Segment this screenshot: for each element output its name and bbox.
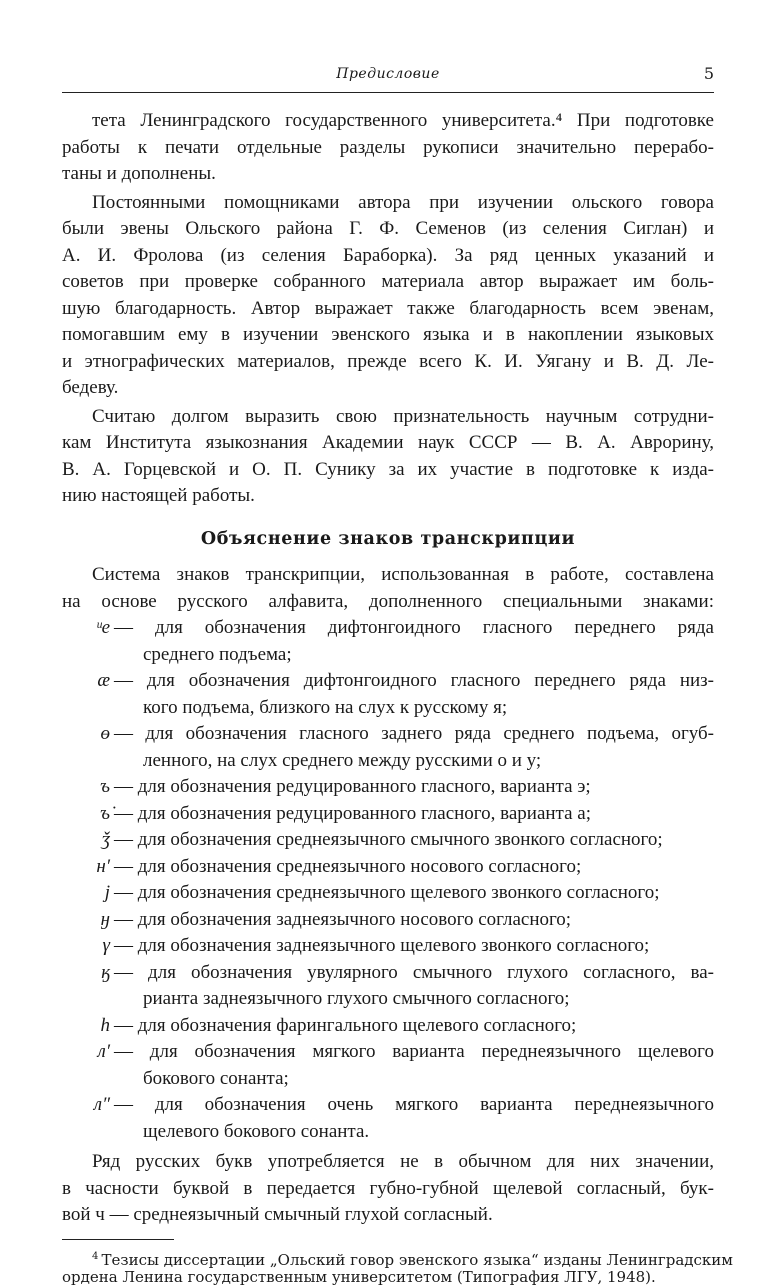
- text-line: Считаю долгом выразить свою признательность научным сотрудни-: [92, 405, 714, 427]
- text-line: — для обозначения среднеязычного смычного звонкого согласного;: [114, 829, 663, 850]
- symbol-entry: [88, 907, 714, 934]
- text-line: рианта заднеязычного глухого смычного согласного;: [143, 988, 570, 1009]
- text-line: — для обозначения очень мягкого варианта переднеязычного: [114, 1094, 714, 1115]
- symbol-entry: [88, 1013, 714, 1040]
- text-line: — для обозначения среднеязычного щелевого звонкого согласного;: [114, 882, 660, 903]
- transcription-symbol: ъ̇: [100, 802, 110, 824]
- running-title: Предисловие: [336, 66, 440, 82]
- symbol-entry: [88, 854, 714, 881]
- text-line: бедеву.: [62, 377, 119, 398]
- transcription-symbol: л′: [97, 1041, 110, 1062]
- text-line: на основе русского алфавита, дополненного специальными знаками:: [62, 590, 714, 612]
- text-line: — для обозначения дифтонгоидного гласного переднего ряда низ-: [114, 670, 714, 691]
- text-line: В. А. Горцевской и О. П. Сунику за их участие в подготовке к изда-: [62, 458, 714, 480]
- text-line: — для обозначения редуцированного гласного, варианта а;: [114, 802, 591, 824]
- footnote-mark: 4: [92, 1250, 102, 1262]
- transcription-symbol: γ: [102, 935, 110, 956]
- text-line: ленного, на слух среднего между русскими о и у;: [143, 749, 542, 771]
- symbol-entry: [88, 668, 714, 721]
- text-line: — для обозначения редуцированного гласного, варианта э;: [114, 776, 591, 797]
- transcription-symbol: н′: [96, 855, 110, 877]
- symbol-list: [62, 615, 714, 1145]
- running-head: [62, 66, 714, 88]
- text-line: — для обозначения среднеязычного носового согласного;: [114, 855, 582, 877]
- text-line: тета Ленинградского государственного университета.⁴ При подготовке: [92, 110, 714, 131]
- footnote-text: ордена Ленина государственным университетом (Типография ЛГУ, 1948).: [62, 1267, 656, 1286]
- symbol-entry: [88, 1039, 714, 1092]
- paragraph: [62, 404, 714, 510]
- transcription-symbol: ǯ: [101, 829, 110, 850]
- transcription-symbol: æ: [97, 670, 110, 691]
- text-line: советов при проверке собранного материала автор выражает им боль-: [62, 271, 714, 292]
- text-line: Постоянными помощниками автора при изучении ольского говора: [92, 191, 714, 213]
- text-line: кам Института языкознания Академии наук СССР — В. А. Аврорину,: [62, 432, 714, 453]
- transcription-symbol: л″: [93, 1094, 110, 1115]
- page-number: 5: [703, 64, 714, 83]
- section-heading: Объяснение знаков транскрипции: [200, 528, 576, 549]
- text-line: были эвены Ольского района Г. Ф. Семенов (из селения Сиглан) и: [62, 218, 714, 239]
- text-line: [62, 1267, 714, 1288]
- text-line: Система знаков транскрипции, использованная в работе, составлена: [92, 564, 714, 585]
- text-line: вой ч — среднеязычный смычный глухой согласный.: [62, 1204, 493, 1225]
- text-line: [62, 1246, 733, 1269]
- symbol-entry: [88, 933, 714, 960]
- text-line: щелевого бокового сонанта.: [143, 1120, 370, 1142]
- symbol-entry: [88, 1092, 714, 1145]
- text-line: среднего подъема;: [143, 643, 292, 665]
- symbol-entry: [88, 960, 714, 1013]
- transcription-symbol: ъ: [100, 776, 110, 797]
- transcription-symbol: ө: [100, 723, 110, 744]
- text-line: — для обозначения заднеязычного щелевого звонкого согласного;: [114, 935, 650, 956]
- text-line: — для обозначения увулярного смычного глухого согласного, ва-: [114, 961, 714, 983]
- transcription-symbol: ӈ: [100, 908, 110, 930]
- text-line: помогавшим ему в изучении эвенского языка и в накоплении языковых: [62, 324, 714, 345]
- text-line: бокового сонанта;: [143, 1067, 289, 1089]
- transcription-symbol: j: [104, 882, 110, 903]
- footnote-rule: [62, 1239, 174, 1240]
- text-line: — для обозначения фарингального щелевого согласного;: [114, 1014, 577, 1036]
- text-line: в часности буквой в передается губно-губной щелевой согласный, бук-: [62, 1177, 714, 1199]
- text-line: кого подъема, близкого на слух к русскому я;: [143, 696, 508, 718]
- transcription-symbol: h: [100, 1014, 110, 1036]
- footnote: [62, 1246, 733, 1288]
- transcription-symbol: ᵘe: [96, 617, 110, 638]
- text-line: таны и дополнены.: [62, 163, 216, 184]
- text-line: — для обозначения мягкого варианта переднеязычного щелевого: [114, 1041, 714, 1062]
- text-line: шую благодарность. Автор выражает также благодарность всем эвенам,: [62, 297, 714, 319]
- symbol-entry: [88, 774, 714, 801]
- text-line: А. И. Фролова (из селения Бараборка). За ряд ценных указаний и: [62, 244, 714, 266]
- transcription-symbol: ӄ: [101, 961, 110, 983]
- text-line: Ряд русских букв употребляется не в обычном для них значении,: [92, 1151, 714, 1172]
- text-line: — для обозначения гласного заднего ряда среднего подъема, огуб-: [114, 723, 714, 744]
- text-line: — для обозначения дифтонгоидного гласного переднего ряда: [114, 617, 714, 638]
- paragraph: [62, 108, 714, 188]
- symbol-entry: [88, 827, 714, 854]
- text-line: работы к печати отдельные разделы рукописи значительно перерабо-: [62, 136, 714, 158]
- preface-paragraphs: [62, 108, 714, 510]
- text-line: и этнографических материалов, прежде всего К. И. Уягану и В. Д. Ле-: [62, 350, 714, 372]
- footnote-text: Тезисы диссертации „Ольский говор эвенского языка“ изданы Ленинградским: [101, 1250, 733, 1269]
- symbol-entry: [88, 801, 714, 828]
- text-line: нию настоящей работы.: [62, 485, 255, 506]
- paragraph: [62, 190, 714, 402]
- symbol-entry: [88, 615, 714, 668]
- closing-paragraph: [62, 1149, 714, 1229]
- symbol-entry: [88, 880, 714, 907]
- header-rule: [62, 92, 714, 93]
- text-line: — для обозначения заднеязычного носового согласного;: [114, 908, 572, 930]
- symbol-entry: [88, 721, 714, 774]
- page-body: [62, 108, 733, 1288]
- section-intro: [62, 562, 714, 615]
